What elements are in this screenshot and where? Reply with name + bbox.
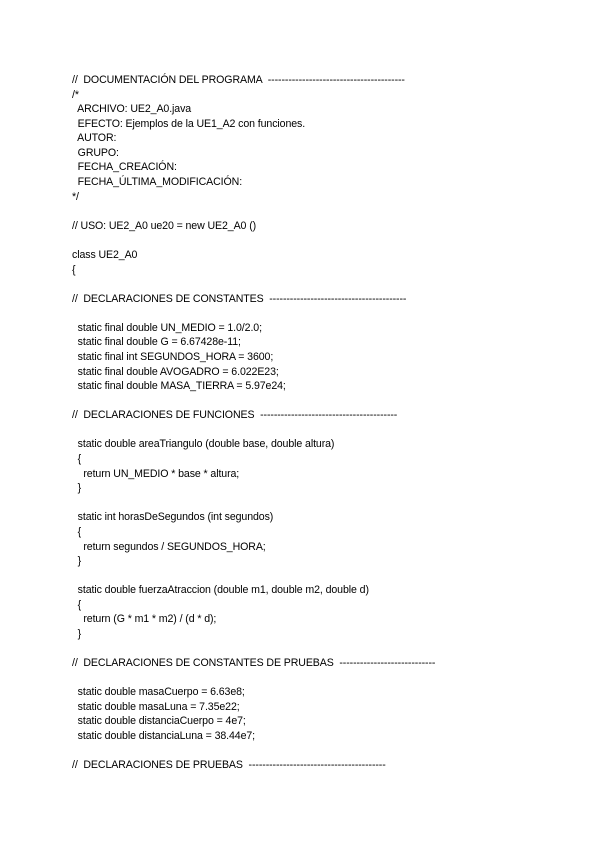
comment-uso: // USO: UE2_A0 ue20 = new UE2_A0 () [72, 219, 257, 232]
comment-header-documentation: // DOCUMENTACIÓN DEL PROGRAMA ---------------------------------------- [72, 74, 405, 86]
source-code-block [72, 73, 572, 773]
comment-efecto: EFECTO: Ejemplos de la UE1_A2 con funciones. [72, 117, 306, 130]
blank-line [72, 496, 572, 511]
variable-masa-luna: static double masaLuna = 7.35e22; [72, 700, 240, 713]
constant-masa-tierra: static final double MASA_TIERRA = 5.97e24; [72, 380, 286, 393]
constant-avogadro: static final double AVOGADRO = 6.022E23; [72, 365, 279, 378]
class-declaration: class UE2_A0 [72, 248, 138, 261]
function-open-brace: { [72, 598, 82, 611]
comment-header-pruebas: // DECLARACIONES DE PRUEBAS ---------------------------------------- [72, 759, 386, 772]
comment-header-constantes: // DECLARACIONES DE CONSTANTES ---------------------------------------- [72, 292, 407, 305]
blank-line [72, 306, 572, 321]
function-horas-de-segundos-return: return segundos / SEGUNDOS_HORA; [72, 540, 266, 553]
blank-line [72, 204, 572, 219]
blank-line [72, 569, 572, 584]
blank-line [72, 671, 572, 686]
blank-line [72, 394, 572, 409]
comment-grupo: GRUPO: [72, 146, 119, 159]
comment-header-funciones: // DECLARACIONES DE FUNCIONES ---------------------------------------- [72, 409, 398, 422]
blank-line [72, 277, 572, 292]
function-open-brace: { [72, 525, 82, 538]
function-horas-de-segundos-signature: static int horasDeSegundos (int segundos) [72, 511, 274, 524]
comment-archivo: ARCHIVO: UE2_A0.java [72, 103, 192, 116]
comment-autor: AUTOR: [72, 132, 117, 145]
blank-line [72, 233, 572, 248]
constant-segundos-hora: static final int SEGUNDOS_HORA = 3600; [72, 350, 274, 363]
function-close-brace: } [72, 482, 82, 495]
variable-distancia-luna: static double distanciaLuna = 38.44e7; [72, 730, 255, 743]
function-fuerza-atraccion-return: return (G * m1 * m2) / (d * d); [72, 613, 217, 626]
blank-line [72, 423, 572, 438]
comment-open: /* [72, 88, 79, 101]
function-close-brace: } [72, 627, 82, 640]
blank-line [72, 642, 572, 657]
function-close-brace: } [72, 555, 82, 568]
comment-fecha-creacion: FECHA_CREACIÓN: [72, 161, 177, 174]
function-area-triangulo-return: return UN_MEDIO * base * altura; [72, 467, 240, 480]
comment-header-constantes-pruebas: // DECLARACIONES DE CONSTANTES DE PRUEBAS ---------------------------- [72, 657, 436, 670]
constant-g: static final double G = 6.67428e-11; [72, 336, 241, 349]
function-area-triangulo-signature: static double areaTriangulo (double base, double altura) [72, 438, 335, 451]
class-open-brace: { [72, 263, 76, 276]
function-fuerza-atraccion-signature: static double fuerzaAtraccion (double m1, double m2, double d) [72, 584, 369, 597]
function-open-brace: { [72, 453, 82, 466]
variable-masa-cuerpo: static double masaCuerpo = 6.63e8; [72, 686, 245, 699]
variable-distancia-cuerpo: static double distanciaCuerpo = 4e7; [72, 715, 246, 728]
comment-close: */ [72, 190, 79, 203]
comment-fecha-modificacion: FECHA_ÚLTIMA_MODIFICACIÓN: [72, 176, 243, 189]
constant-un-medio: static final double UN_MEDIO = 1.0/2.0; [72, 321, 262, 334]
blank-line [72, 744, 572, 759]
